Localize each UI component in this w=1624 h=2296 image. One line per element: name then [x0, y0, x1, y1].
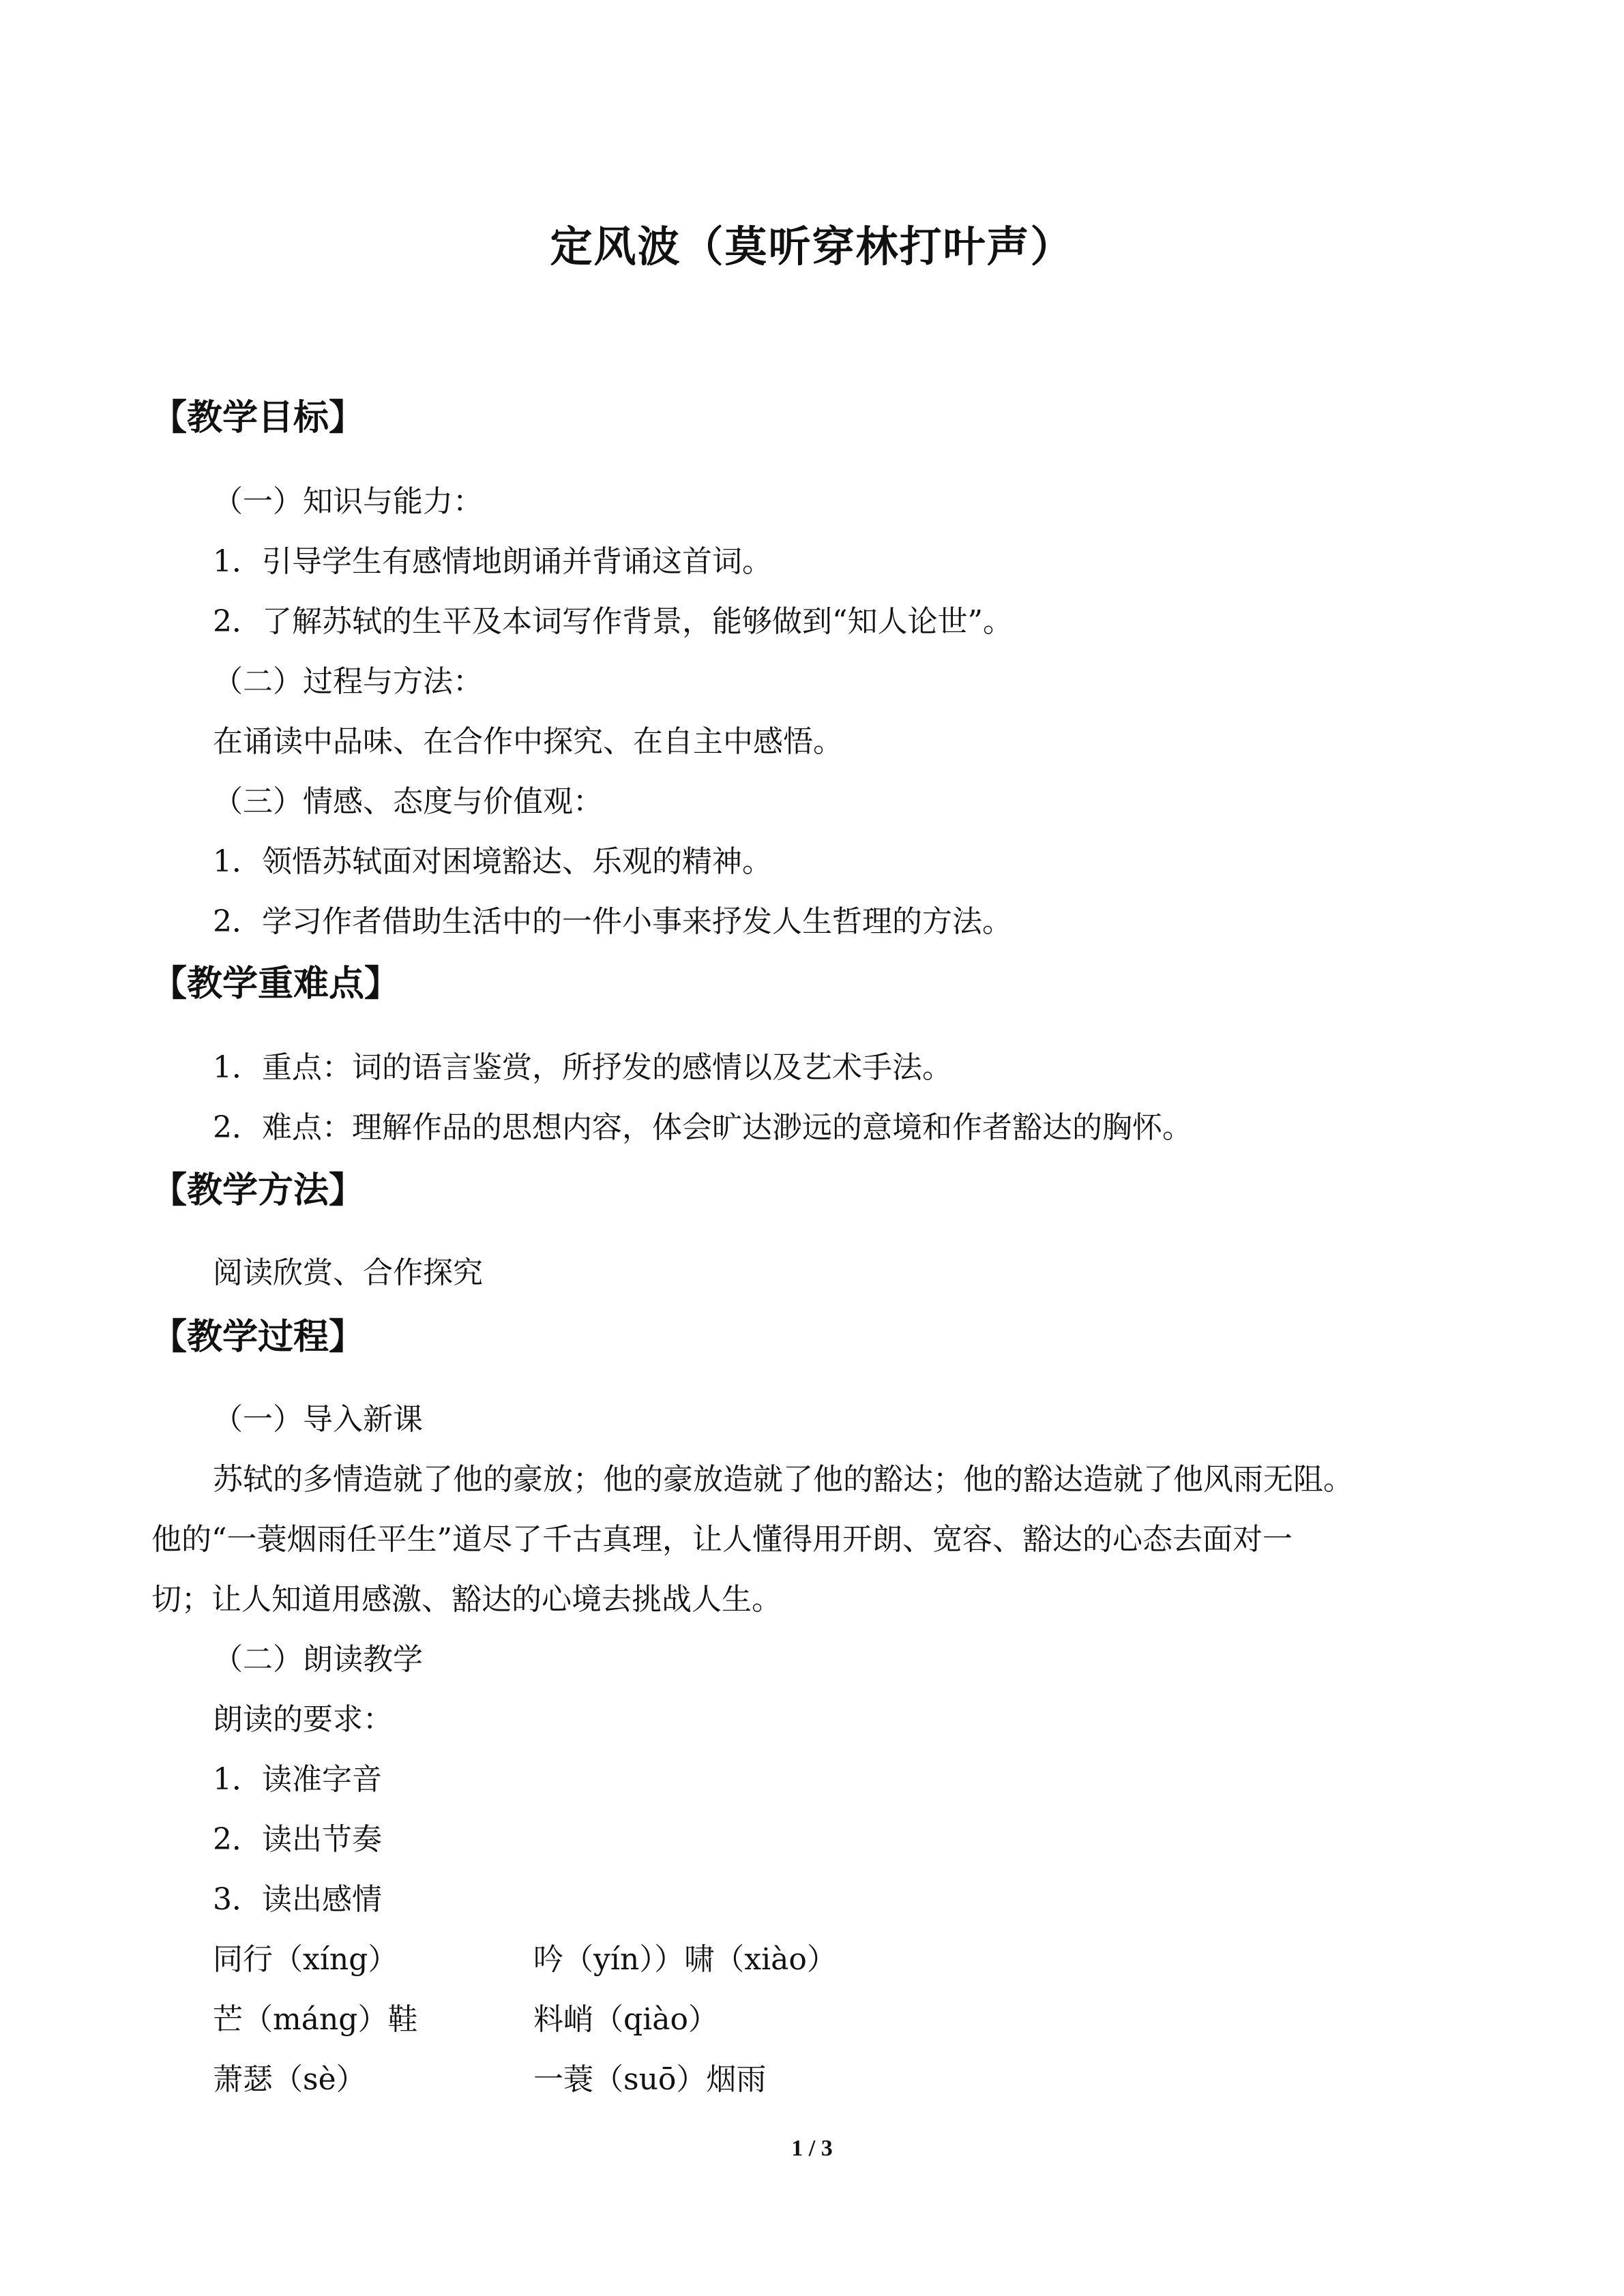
- pronunciation-item: 料峭（qiào）: [533, 2002, 718, 2037]
- key-point-line: 1．重点：词的语言鉴赏，所抒发的感情以及艺术手法。: [213, 1050, 952, 1085]
- goal-line: 在诵读中品味、在合作中探究、在自主中感悟。: [213, 724, 843, 759]
- process-line: （二）朗读教学: [213, 1642, 423, 1677]
- process-line: 2．读出节奏: [213, 1822, 382, 1857]
- goal-line: （一）知识与能力：: [213, 484, 483, 519]
- goal-line: 1．领悟苏轼面对困境豁达、乐观的精神。: [213, 844, 772, 879]
- section-heading-goals: 【教学目标】: [151, 398, 365, 438]
- process-line: 切；让人知道用感激、豁达的心境去挑战人生。: [151, 1582, 782, 1617]
- process-line: 他的“一蓑烟雨任平生”道尽了千古真理，让人懂得用开朗、宽容、豁达的心态去面对一: [151, 1522, 1293, 1557]
- method-line: 阅读欣赏、合作探究: [213, 1255, 483, 1290]
- section-heading-process: 【教学过程】: [151, 1317, 365, 1358]
- page-number: 1 / 3: [791, 2136, 833, 2161]
- pronunciation-item: 芒（máng）鞋: [213, 2002, 418, 2037]
- section-heading-key-points: 【教学重难点】: [151, 964, 400, 1004]
- goal-line: （二）过程与方法：: [213, 664, 483, 699]
- process-line: 1．读准字音: [213, 1762, 382, 1797]
- section-heading-methods: 【教学方法】: [151, 1170, 365, 1211]
- pronunciation-item: 一蓑（suō）烟雨: [533, 2062, 767, 2097]
- page-title: 定风波（莫听穿林打叶声）: [550, 222, 1074, 271]
- process-line: 3．读出感情: [213, 1882, 382, 1917]
- process-line: 苏轼的多情造就了他的豪放；他的豪放造就了他的豁达；他的豁达造就了他风雨无阻。: [213, 1462, 1353, 1497]
- process-line: （一）导入新课: [213, 1402, 423, 1437]
- pronunciation-item: 萧瑟（sè）: [213, 2062, 366, 2097]
- goal-line: 2．学习作者借助生活中的一件小事来抒发人生哲理的方法。: [213, 904, 1012, 939]
- key-point-line: 2．难点：理解作品的思想内容，体会旷达渺远的意境和作者豁达的胸怀。: [213, 1110, 1192, 1145]
- pronunciation-item: 吟（yín））啸（xiào）: [533, 1942, 837, 1977]
- goal-line: （三）情感、态度与价值观：: [213, 784, 603, 819]
- goal-line: 2．了解苏轼的生平及本词写作背景，能够做到“知人论世”。: [213, 604, 1013, 639]
- goal-line: 1．引导学生有感情地朗诵并背诵这首词。: [213, 544, 772, 579]
- pronunciation-item: 同行（xíng）: [213, 1942, 398, 1977]
- process-line: 朗读的要求：: [213, 1702, 393, 1737]
